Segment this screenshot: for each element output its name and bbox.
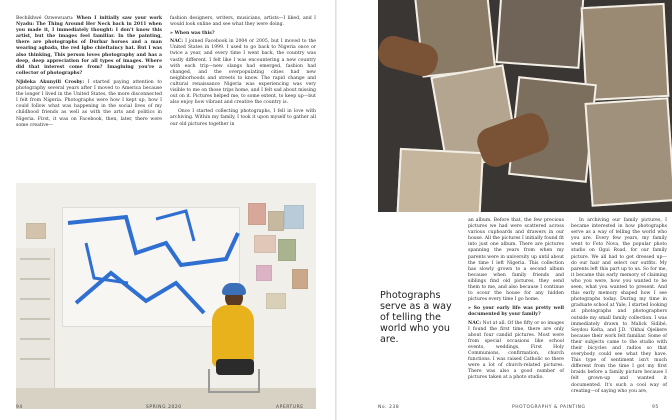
folio-right-magazine: No. 238 (378, 405, 400, 410)
answer-1-text: I started paying attention to photography several years after I moved to America because the longer I lived in the United States, the more disconnected I felt from Nigeria. Photographs were how I kept up, how I could follow what was happening in the social lives of my childhood friends as well as with the arts and politics in Nigeria. First, it was on Facebook, then, later, there were some creative— (16, 79, 162, 128)
answer-1 (16, 80, 162, 129)
right-column-1 (468, 218, 564, 384)
intro-question-text: When I initially saw your work Nyadu: The Thing Around Her Neck back in 2011 when you made it, I immediately thought: I don't know this artist, but the images feel familiar. In the painting, there are photographs of Durbar horses and a man wearing agbada, the red Igbo chieftaincy hat. But I was also thinking, This person loves photography and has a deep, deep appreciation for all types of images. Where did that interest come from? Imagining you're a collector of photographs? (16, 16, 163, 76)
pinned-image (266, 293, 286, 309)
print-photo (496, 0, 585, 69)
folio-left-season: SPRING 2020 (146, 405, 182, 410)
pinned-image (278, 239, 296, 261)
answer-3-name: NAC: (468, 320, 482, 326)
answer-2-text: I joined Facebook in 2004 or 2005, but I moved to the United States in 1999. I used to go back to Nigeria once or twice a year, and every time I went back, the country was vastly different. I felt like I was encountering a new country with each trip—new slangs had emerged, fashion had changed, and the overpopulating cities had new neighborhoods and streets to know. The rapid change and cultural renaissance Nigeria was experiencing was very visible to me on those trips home, and I felt sad about missing out on it. Pictures helped me, to some extent, to keep up—but also enjoy how vibrant and creative the country is. (170, 39, 316, 106)
answer-1-name: Njideka Akunyili Crosby: (16, 79, 85, 85)
print-photo (396, 148, 484, 212)
pinned-image (268, 211, 284, 231)
answer-2 (170, 39, 316, 106)
pinned-image (248, 203, 266, 225)
question-3-text: So your early life was pretty well documented by your family? (468, 306, 564, 318)
photographs-photo (378, 0, 672, 212)
folio-left-number: 94 (16, 405, 23, 410)
answer-2-name: NAC: (170, 39, 184, 45)
right-column-2 (571, 218, 667, 398)
right-col2-text: In archiving our family pictures, I became interested in how photographs serve as a way of telling the world who you are. Every few years, my family went to Foto Nova, the popular photo studio on Ogui Road, for our family picture. We all had to get dressed up—do our hair and select our outfits. My parents left this part up to us. So for me, it became this early memory of claiming who you were, how you wanted to be seen, what you wanted to present. And this early memory shaped how I see photographs today. During my time in graduate school at Yale, I started looking at photographs and photographers outside my small family collection. I was immediately drawn to Malick Sidibé, Seydou Keïta, and J.D. 'Okhai Ojeikere because their work felt familiar. Some of their subjects came to the studio with their bicycles and radios so that everybody could see what they have. This type of sentiment isn't much different from the time I got my first braids before a family picture because I felt grown-up and wanted it documented. It's such a cool way of creating—of saying who you are, (571, 218, 667, 394)
answer-3-text: Not at all. Of the fifty or so images I found the first time, there are only about four candid pictures. Most were from special occasions like school events, weddings, First Holy Communions, confirmation, church functions. I was raised Catholic so there were a lot of church-related pictures. There was also a good number of pictures taken at a photo studio. (468, 320, 564, 381)
print-photo (584, 97, 672, 207)
folio-right-number: 95 (652, 405, 659, 410)
question-2-text: When was this? (174, 31, 215, 37)
artist-headwrap (222, 283, 246, 295)
gutter (335, 0, 337, 420)
studio-photo (16, 183, 316, 409)
arrow-icon: » (468, 306, 471, 312)
folio-left-magazine: APERTURE (276, 405, 304, 410)
stool (208, 369, 260, 393)
pinned-image (256, 265, 272, 281)
arrow-icon: » (170, 31, 173, 37)
right-col1-text: an album. Before that, the few precious pictures we had were scattered across various cupboards and drawers in our house. All the pictures I initially found fit into just one album. There are pictures spanning the years from when my parents were in university up until about the time I left Nigeria. This collection has slowly grown to a second album because when family friends and siblings find old pictures, they send them to me, and also because I continue to scour the house for any hidden pictures every time I go home. (468, 218, 564, 303)
pinned-image (284, 205, 304, 229)
answer-3 (468, 321, 564, 382)
left-column-2 (170, 16, 316, 131)
pull-quote: Photographs serve as a way of telling the world who you are. (380, 290, 452, 345)
pinned-image (292, 269, 308, 289)
answer-2b: Once I started collecting photographs, I fell in love with archiving. Within my family, I took it upon myself to gather all our old pictures together in (170, 109, 316, 127)
col2-continued: fashion designers, writers, musicians, artists—I liked, and I would look online and see what they were doing. (170, 16, 316, 28)
question-3 (468, 306, 564, 318)
artist-yellow-coat (212, 305, 254, 367)
left-column-1 (16, 16, 162, 132)
folio-right-section: PHOTOGRAPHY & PAINTING (512, 405, 586, 410)
interview-question-intro (16, 16, 162, 77)
pinned-image (26, 223, 46, 239)
question-2 (170, 31, 316, 37)
pinned-image (254, 235, 276, 253)
interviewer-name: Bechikhwé Ozwewuaru: (16, 16, 74, 21)
